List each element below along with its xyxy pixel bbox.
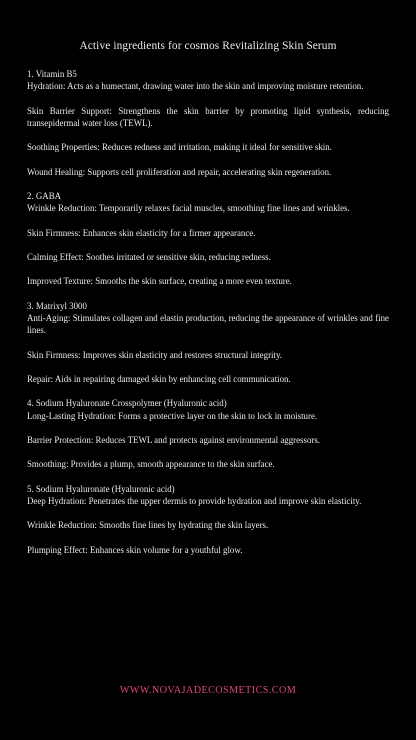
benefit-item: Calming Effect: Soothes irritated or sensitive skin, reducing redness. xyxy=(27,251,271,262)
benefit-item: Wrinkle Reduction: Temporarily relaxes facial muscles, smoothing fine lines and wrinkles. xyxy=(27,203,350,214)
ingredient-section xyxy=(27,68,389,178)
ingredient-section xyxy=(27,190,389,288)
benefit-item: Plumping Effect: Enhances skin volume for a youthful glow. xyxy=(27,544,243,555)
benefit-item: Skin Firmness: Improves skin elasticity and restores structural integrity. xyxy=(27,349,283,360)
ingredient-heading: 5. Sodium Hyaluronate (Hyaluronic acid) xyxy=(27,483,175,494)
benefit-item: Improved Texture: Smooths the skin surface, creating a more even texture. xyxy=(27,276,292,287)
ingredient-heading: 2. GABA xyxy=(27,190,62,201)
benefit-item: Soothing Properties: Reduces redness and irritation, making it ideal for sensitive skin. xyxy=(27,142,332,153)
benefit-item: Deep Hydration: Penetrates the upper dermis to provide hydration and improve skin elasticity. xyxy=(27,495,362,506)
page-title: Active ingredients for cosmos Revitalizing Skin Serum xyxy=(79,40,337,52)
benefit-item: Barrier Protection: Reduces TEWL and protects against environmental aggressors. xyxy=(27,434,321,445)
ingredient-heading: 1. Vitamin B5 xyxy=(27,69,77,79)
benefit-item: Skin Barrier Support: Strengthens the skin barrier by promoting lipid synthesis, reducing transepidermal water loss (TEWL). xyxy=(27,105,389,128)
ingredient-heading: 3. Matrixyl 3000 xyxy=(27,300,87,311)
benefit-item: Skin Firmness: Enhances skin elasticity for a firmer appearance. xyxy=(27,227,256,238)
website-link[interactable]: WWW.NOVAJADECOSMETICS.COM xyxy=(119,685,297,696)
benefit-item: Wound Healing: Supports cell proliferation and repair, accelerating skin regeneration. xyxy=(27,166,332,177)
benefit-item: Long-Lasting Hydration: Forms a protective layer on the skin to lock in moisture. xyxy=(27,410,318,421)
benefit-item: Repair: Aids in repairing damaged skin by enhancing cell communication. xyxy=(27,373,291,384)
ingredients-list xyxy=(27,68,389,556)
benefit-item: Hydration: Acts as a humectant, drawing water into the skin and improving moisture retention. xyxy=(27,81,364,92)
ingredient-section xyxy=(27,483,389,556)
benefit-item: Smoothing: Provides a plump, smooth appearance to the skin surface. xyxy=(27,459,275,470)
ingredient-section xyxy=(27,300,389,385)
ingredient-section xyxy=(27,397,389,470)
benefit-item: Anti-Aging: Stimulates collagen and elastin production, reducing the appearance of wrinkles and fine lines. xyxy=(27,312,389,336)
benefit-item: Wrinkle Reduction: Smooths fine lines by hydrating the skin layers. xyxy=(27,520,269,531)
ingredient-heading: 4. Sodium Hyaluronate Crosspolymer (Hyaluronic acid) xyxy=(27,398,227,409)
